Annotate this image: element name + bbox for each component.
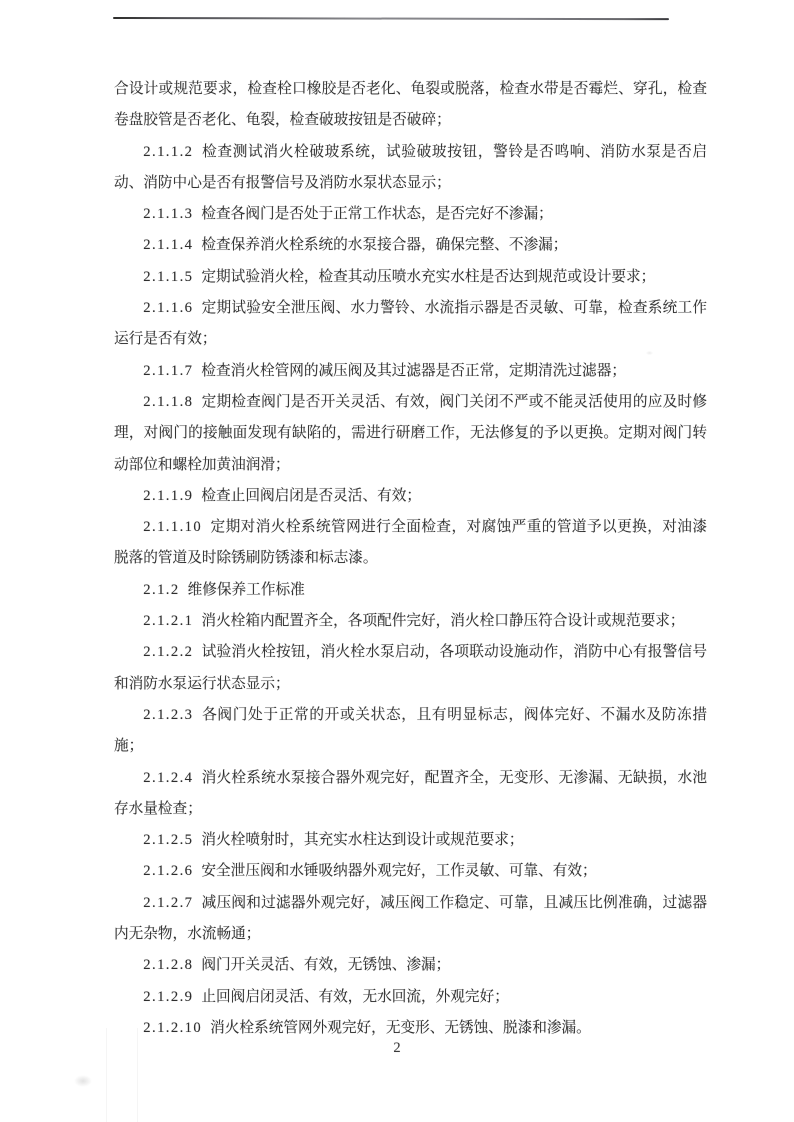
- paragraph: [114, 387, 707, 481]
- paragraph-number: 2.1.1.10: [143, 519, 203, 536]
- paragraph: [114, 230, 707, 261]
- paragraph: [114, 982, 707, 1013]
- paragraph-number: 2.1.2.3: [143, 706, 194, 723]
- paragraph-text: 安全泄压阀和水锤吸纳器外观完好，工作灵敏、可靠、有效；: [201, 863, 597, 880]
- paragraph-text: 减压阀和过滤器外观完好，减压阀工作稳定、可靠，且减压比例准确，过滤器内无杂物，水流畅通；: [114, 894, 707, 943]
- paragraph: [114, 888, 707, 951]
- paragraph-text: 检查各阀门是否处于正常工作状态，是否完好不渗漏；: [201, 206, 553, 223]
- paragraph: [114, 700, 707, 763]
- paragraph: [114, 199, 707, 230]
- paragraph-number: 2.1.1.2: [143, 143, 194, 160]
- scan-edge-artifact: [113, 17, 669, 20]
- page-number: 2: [393, 1040, 401, 1056]
- paragraph: [114, 637, 707, 700]
- paragraph: [114, 825, 707, 856]
- paragraph-number: 2.1.2.1: [143, 613, 194, 630]
- paragraph-number: 2.1.1.8: [143, 393, 194, 410]
- paragraph-text: 检查保养消火栓系统的水泵接合器，确保完整、不渗漏；: [201, 237, 568, 254]
- paragraph: [114, 512, 707, 575]
- paragraph-number: 2.1.2: [143, 581, 180, 598]
- paragraph-text: 消火栓箱内配置齐全，各项配件完好，消火栓口静压符合设计或规范要求；: [201, 613, 685, 630]
- paragraph-text: 消火栓系统管网外观完好，无变形、无锈蚀、脱漆和渗漏。: [210, 1019, 591, 1036]
- paragraph-text: 检查止回阀启闭是否灵活、有效；: [201, 487, 422, 504]
- paragraph-text: 定期试验消火栓，检查其动压喷水充实水柱是否达到规范或设计要求；: [201, 268, 656, 285]
- paragraph: [114, 262, 707, 293]
- paragraph-number: 2.1.1.3: [143, 206, 194, 223]
- scan-streak-artifact: [106, 1028, 107, 1122]
- paragraph-text: 消火栓系统水泵接合器外观完好，配置齐全，无变形、无渗漏、无缺损，水池存水量检查；: [114, 769, 707, 817]
- paragraph-number: 2.1.2.7: [143, 894, 194, 911]
- paragraph-text: 消火栓喷射时，其充实水柱达到设计或规范要求；: [201, 832, 524, 849]
- paragraph-text: 合设计或规范要求，检查栓口橡胶是否老化、龟裂或脱落，检查水带是否霉烂、穿孔，检查卷盘胶管是否老化、龟裂，检查破玻按钮是否破碎；: [114, 81, 707, 129]
- document-body: [114, 74, 707, 1044]
- paragraph-text: 止回阀启闭灵活、有效，无水回流，外观完好；: [201, 988, 509, 1005]
- paragraph-text: 定期试验安全泄压阀、水力警铃、水流指示器是否灵敏、可靠，检查系统工作运行是否有效；: [114, 300, 707, 348]
- paragraph-text: 检查测试消火栓破玻系统，试验破玻按钮，警铃是否鸣响、消防水泵是否启动、消防中心是否有报警信号及消防水泵状态显示；: [114, 143, 707, 191]
- paragraph-number: 2.1.1.4: [143, 237, 194, 254]
- paragraph-text: 阀门开关灵活、有效，无锈蚀、渗漏；: [201, 957, 451, 974]
- scan-smudge-artifact: [74, 1075, 92, 1087]
- paragraph-number: 2.1.2.4: [143, 769, 194, 786]
- paragraph-number: 2.1.2.6: [143, 863, 194, 880]
- paragraph-number: 2.1.1.6: [143, 300, 194, 317]
- paragraph: [114, 856, 707, 887]
- paragraph-number: 2.1.1.7: [143, 362, 194, 379]
- paragraph-number: 2.1.1.5: [143, 268, 194, 285]
- paragraph-heading: [114, 575, 707, 606]
- scan-streak-artifact: [137, 1028, 138, 1122]
- paragraph: [114, 356, 707, 387]
- paragraph-number: 2.1.2.8: [143, 957, 194, 974]
- paragraph: [114, 606, 707, 637]
- paragraph-number: 2.1.2.5: [143, 832, 194, 849]
- paragraph-number: 2.1.2.9: [143, 988, 194, 1005]
- paragraph-text: 定期对消火栓系统管网进行全面检查，对腐蚀严重的管道予以更换，对油漆脱落的管道及时除锈刷防锈漆和标志漆。: [114, 519, 707, 567]
- paragraph-text: 试验消火栓按钮，消火栓水泵启动，各项联动设施动作，消防中心有报警信号和消防水泵运行状态显示；: [114, 644, 707, 692]
- paragraph: [114, 481, 707, 512]
- paragraph: [114, 137, 707, 200]
- scan-speck-artifact: [646, 351, 653, 355]
- paragraph-text: 各阀门处于正常的开或关状态，且有明显标志，阀体完好、不漏水及防冻措施；: [114, 706, 707, 755]
- paragraph: [114, 763, 707, 826]
- paragraph-number: 2.1.2.2: [143, 644, 194, 661]
- paragraph: [114, 950, 707, 981]
- paragraph-text: 检查消火栓管网的减压阀及其过滤器是否正常，定期清洗过滤器；: [201, 362, 626, 379]
- paragraph-number: 2.1.2.10: [143, 1019, 203, 1036]
- paragraph-text: 定期检查阀门是否开关灵活、有效，阀门关闭不严或不能灵活使用的应及时修理，对阀门的接触面发现有缺陷的，需进行研磨工作，无法修复的予以更换。定期对阀门转动部位和螺栓加黄油润滑；: [114, 393, 707, 473]
- paragraph-text: 维修保养工作标准: [187, 581, 305, 598]
- paragraph-number: 2.1.1.9: [143, 487, 194, 504]
- paragraph: [114, 74, 707, 137]
- paragraph: [114, 293, 707, 356]
